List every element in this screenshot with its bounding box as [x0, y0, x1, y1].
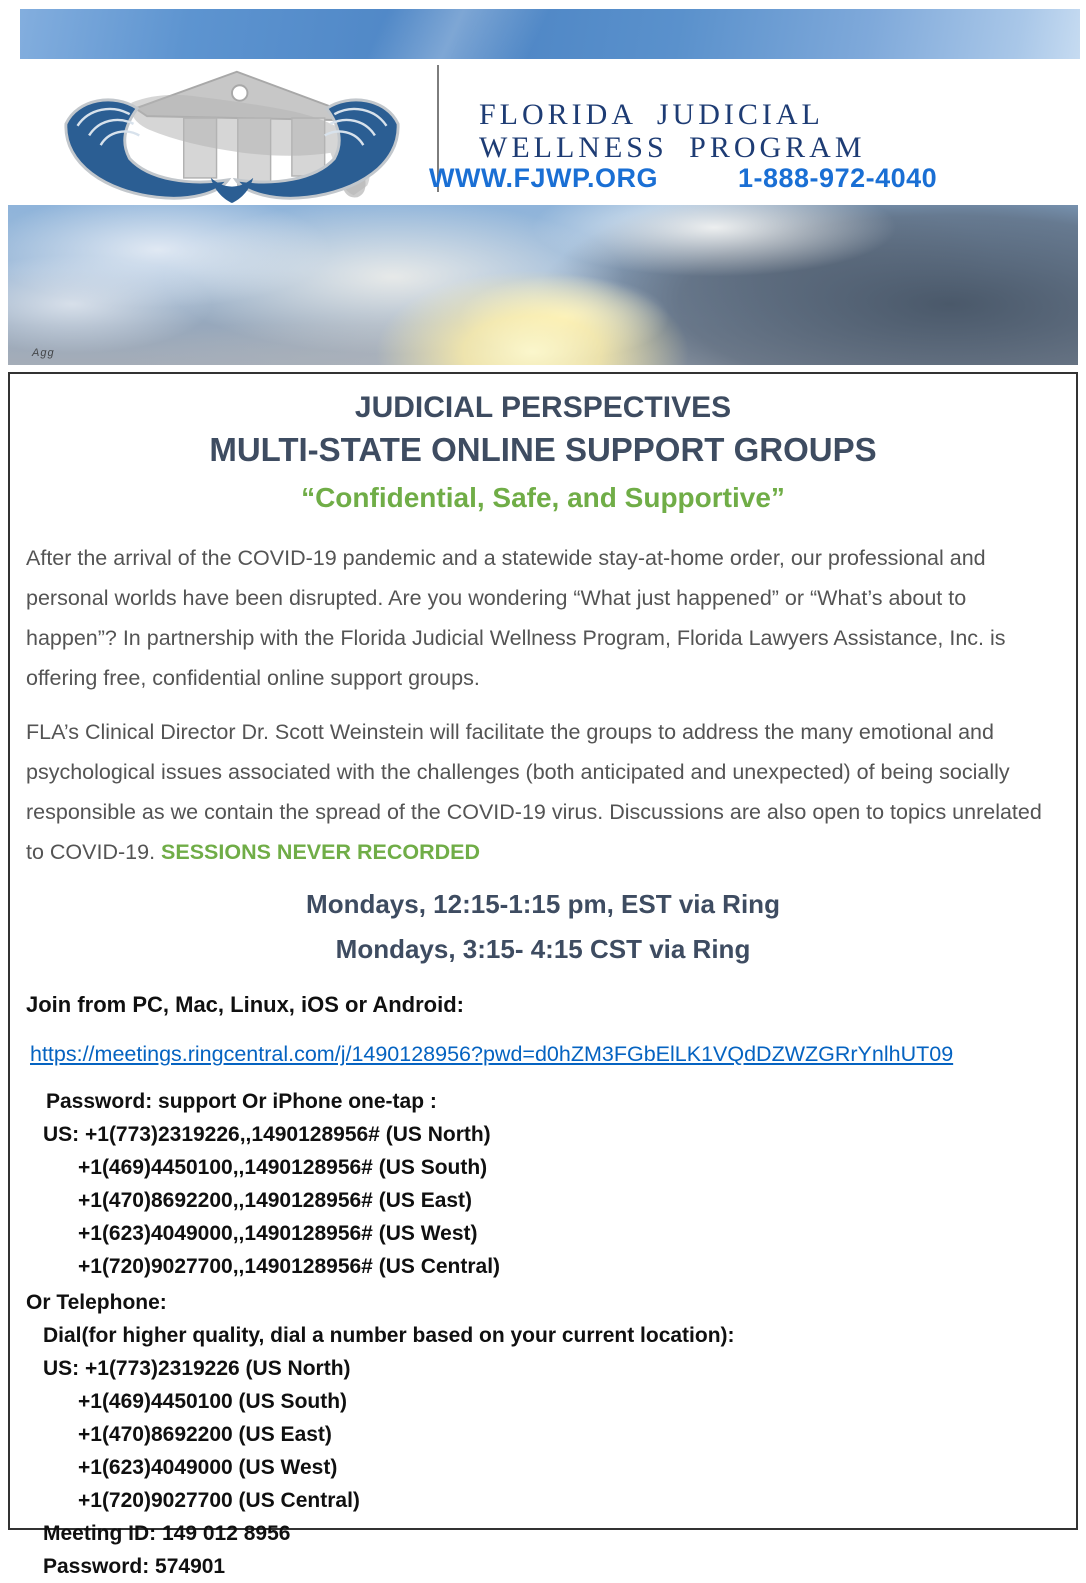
header [0, 60, 1086, 205]
program-name [479, 98, 866, 164]
dial-number-west: +1(623)4049000 (US West) [78, 1456, 338, 1479]
onetap-number-south: +1(469)4450100,,1490128956# (US South) [78, 1156, 488, 1179]
photo-signature: Agg [32, 347, 55, 359]
fjwp-logo-icon [36, 64, 428, 204]
paragraph-1: After the arrival of the COVID-19 pandemic and a statewide stay-at-home order, our professional and personal worlds have been disrupted. Are you wondering “What just happened” or “What’s about to happen”? In partnership with the Florida Judicial Wellness Program, Florida Lawyers Assistance, Inc. is offering free, confidential online support groups. [26, 546, 1006, 690]
dial-number-central: +1(720)9027700 (US Central) [78, 1489, 360, 1512]
program-name-line1: FLORIDA JUDICIAL [479, 98, 824, 131]
title-line1: JUDICIAL PERSPECTIVES [354, 391, 732, 424]
dial-number-south: +1(469)4450100 (US South) [78, 1390, 348, 1413]
schedule-line2: Mondays, 3:15- 4:15 CST via Ring [335, 934, 751, 964]
website-url: WWW.FJWP.ORG [429, 163, 658, 193]
program-name-line2: WELLNESS PROGRAM [479, 131, 866, 164]
onetap-number-east: +1(470)8692200,,1490128956# (US East) [78, 1189, 473, 1212]
join-instructions-label: Join from PC, Mac, Linux, iOS or Android: [26, 992, 464, 1017]
schedule-line1: Mondays, 12:15-1:15 pm, EST via Ring [306, 889, 780, 919]
dial-number-east: +1(470)8692200 (US East) [78, 1423, 332, 1446]
title-line2: MULTI-STATE ONLINE SUPPORT GROUPS [209, 431, 877, 468]
password-onetap-line: Password: support Or iPhone one-tap : [46, 1090, 437, 1113]
sessions-never-recorded-note: SESSIONS NEVER RECORDED [161, 840, 481, 864]
phone-number: 1-888-972-4040 [738, 163, 938, 193]
flyer-body [8, 372, 1078, 1578]
subtitle: “Confidential, Safe, and Supportive” [301, 482, 785, 513]
onetap-number-west: +1(623)4049000,,1490128956# (US West) [78, 1222, 478, 1245]
meeting-password: Password: 574901 [43, 1555, 226, 1578]
meeting-link[interactable]: https://meetings.ringcentral.com/j/1490128956?pwd=d0hZM3FGbElLK1VQdDZWZGRrYnlhUT09 [30, 1042, 954, 1066]
clouds-photo [8, 205, 1078, 365]
onetap-number-north: US: +1(773)2319226,,1490128956# (US North) [43, 1123, 491, 1146]
sky-strip-image [20, 9, 1080, 59]
meeting-id: Meeting ID: 149 012 8956 [43, 1522, 291, 1545]
paragraph-2 [26, 712, 1058, 872]
or-telephone-label: Or Telephone: [26, 1291, 167, 1314]
onetap-number-central: +1(720)9027700,,1490128956# (US Central) [78, 1255, 501, 1278]
paragraph-2-text: FLA’s Clinical Director Dr. Scott Weinstein will facilitate the groups to address the many emotional and psychological issues associated with the challenges (both anticipated and unexpected) of being socially responsible as we contain the spread of the COVID-19 virus. Discussions are also open to topics unrelated to COVID-19. [26, 720, 1042, 864]
dial-number-north: US: +1(773)2319226 (US North) [43, 1357, 351, 1380]
dial-note: Dial(for higher quality, dial a number based on your current location): [43, 1324, 735, 1347]
